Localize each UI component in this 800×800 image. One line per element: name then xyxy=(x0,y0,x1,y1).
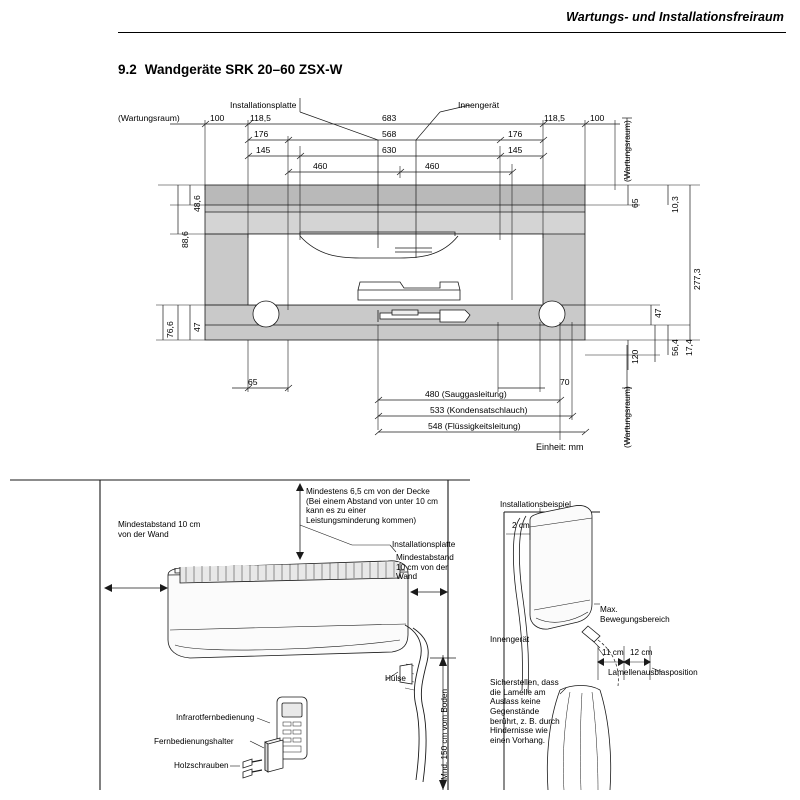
dim-row2-568: 568 xyxy=(382,129,397,139)
dim-top-683: 683 xyxy=(382,113,397,123)
dim-12cm: 12 cm xyxy=(630,648,653,657)
label-innengeraet-bottom: Innengerät xyxy=(490,635,530,644)
dim-2cm: 2 cm xyxy=(512,521,530,530)
label-ceiling-distance-note: Mindestens 6,5 cm von der Decke (Bei einem Abstand von unter 10 cm kann es zu einer Leistungsminderung kommen) xyxy=(306,487,438,526)
label-installationsbeispiel: Installationsbeispiel xyxy=(500,500,572,509)
dim-top-100-right: 100 xyxy=(590,113,605,123)
dim-row4-460-left: 460 xyxy=(313,161,328,171)
label-installationsplatte-top: Installationsplatte xyxy=(230,100,297,110)
dim-bottom-533: 533 (Kondensatschlauch) xyxy=(430,405,528,415)
dim-row2-176-left: 176 xyxy=(254,129,269,139)
dim-bottom-65: 65 xyxy=(248,377,258,387)
section-title-text: Wandgeräte SRK 20–60 ZSX-W xyxy=(144,62,343,77)
dim-left-886: 88,6 xyxy=(180,231,190,248)
dim-left-766: 76,6 xyxy=(165,321,175,338)
dim-11cm: 11 cm xyxy=(602,648,624,657)
label-wall-distance-right: Mindestabstand 10 cm von der Wand xyxy=(396,553,454,582)
dim-right-103: 10,3 xyxy=(670,196,680,213)
dim-right-47: 47 xyxy=(653,308,663,318)
dim-right-65: 65 xyxy=(630,198,640,208)
dim-top-1185-right: 118,5 xyxy=(544,113,565,123)
label-lamellenausblasposition: Lamellenausblasposition xyxy=(608,668,698,677)
label-wartungsraum-left: (Wartungsraum) xyxy=(118,113,180,123)
label-wartungsraum-right-upper: (Wartungsraum) xyxy=(622,120,632,182)
label-max-bewegungsbereich: Max. Bewegungsbereich xyxy=(600,605,670,624)
dim-top-100-left: 100 xyxy=(210,113,225,123)
dim-right-174: 17,4 xyxy=(684,339,694,356)
label-remote-holder: Fernbedienungshalter xyxy=(154,737,234,746)
dim-right-120: 120 xyxy=(630,349,640,364)
dim-bottom-548: 548 (Flüssigkeitsleitung) xyxy=(428,421,521,431)
dim-right-564: 56,4 xyxy=(670,339,680,356)
dim-left-47: 47 xyxy=(192,322,202,332)
dim-row2-176-right: 176 xyxy=(508,129,523,139)
label-floor-distance: Mnd. 150 cm vom Boden xyxy=(440,688,449,780)
label-wood-screws: Holzschrauben xyxy=(174,761,229,770)
dim-row3-145-right: 145 xyxy=(508,145,523,155)
label-infrared-remote: Infrarotfernbedienung xyxy=(176,713,255,722)
label-installationsplatte-bottom: Installationsplatte xyxy=(392,540,456,549)
page-header-title: Wartungs- und Installationsfreiraum xyxy=(566,10,784,24)
dim-row3-630: 630 xyxy=(382,145,397,155)
dim-bottom-480: 480 (Sauggasleitung) xyxy=(425,389,507,399)
label-huelse: Hülse xyxy=(385,674,406,683)
dim-row3-145-left: 145 xyxy=(256,145,271,155)
dim-left-486: 48,6 xyxy=(192,195,202,212)
label-wartungsraum-right-lower: (Wartungsraum) xyxy=(622,386,632,448)
label-wall-distance-left: Mindestabstand 10 cm von der Wand xyxy=(118,520,201,539)
dim-top-1185-left: 118,5 xyxy=(250,113,271,123)
dim-row4-460-right: 460 xyxy=(425,161,440,171)
dim-bottom-70: 70 xyxy=(560,377,570,387)
section-number: 9.2 xyxy=(118,62,137,77)
dim-right-2773: 277,3 xyxy=(692,268,702,290)
label-lamellen-note: Sicherstellen, dass die Lamelle am Auslass keine Gegenstände berührt, z. B. durch Hindernisse wie einen Vorhang. xyxy=(490,678,560,746)
label-innengeraet-top: Innengerät xyxy=(458,100,500,110)
label-unit-mm: Einheit: mm xyxy=(536,442,584,452)
